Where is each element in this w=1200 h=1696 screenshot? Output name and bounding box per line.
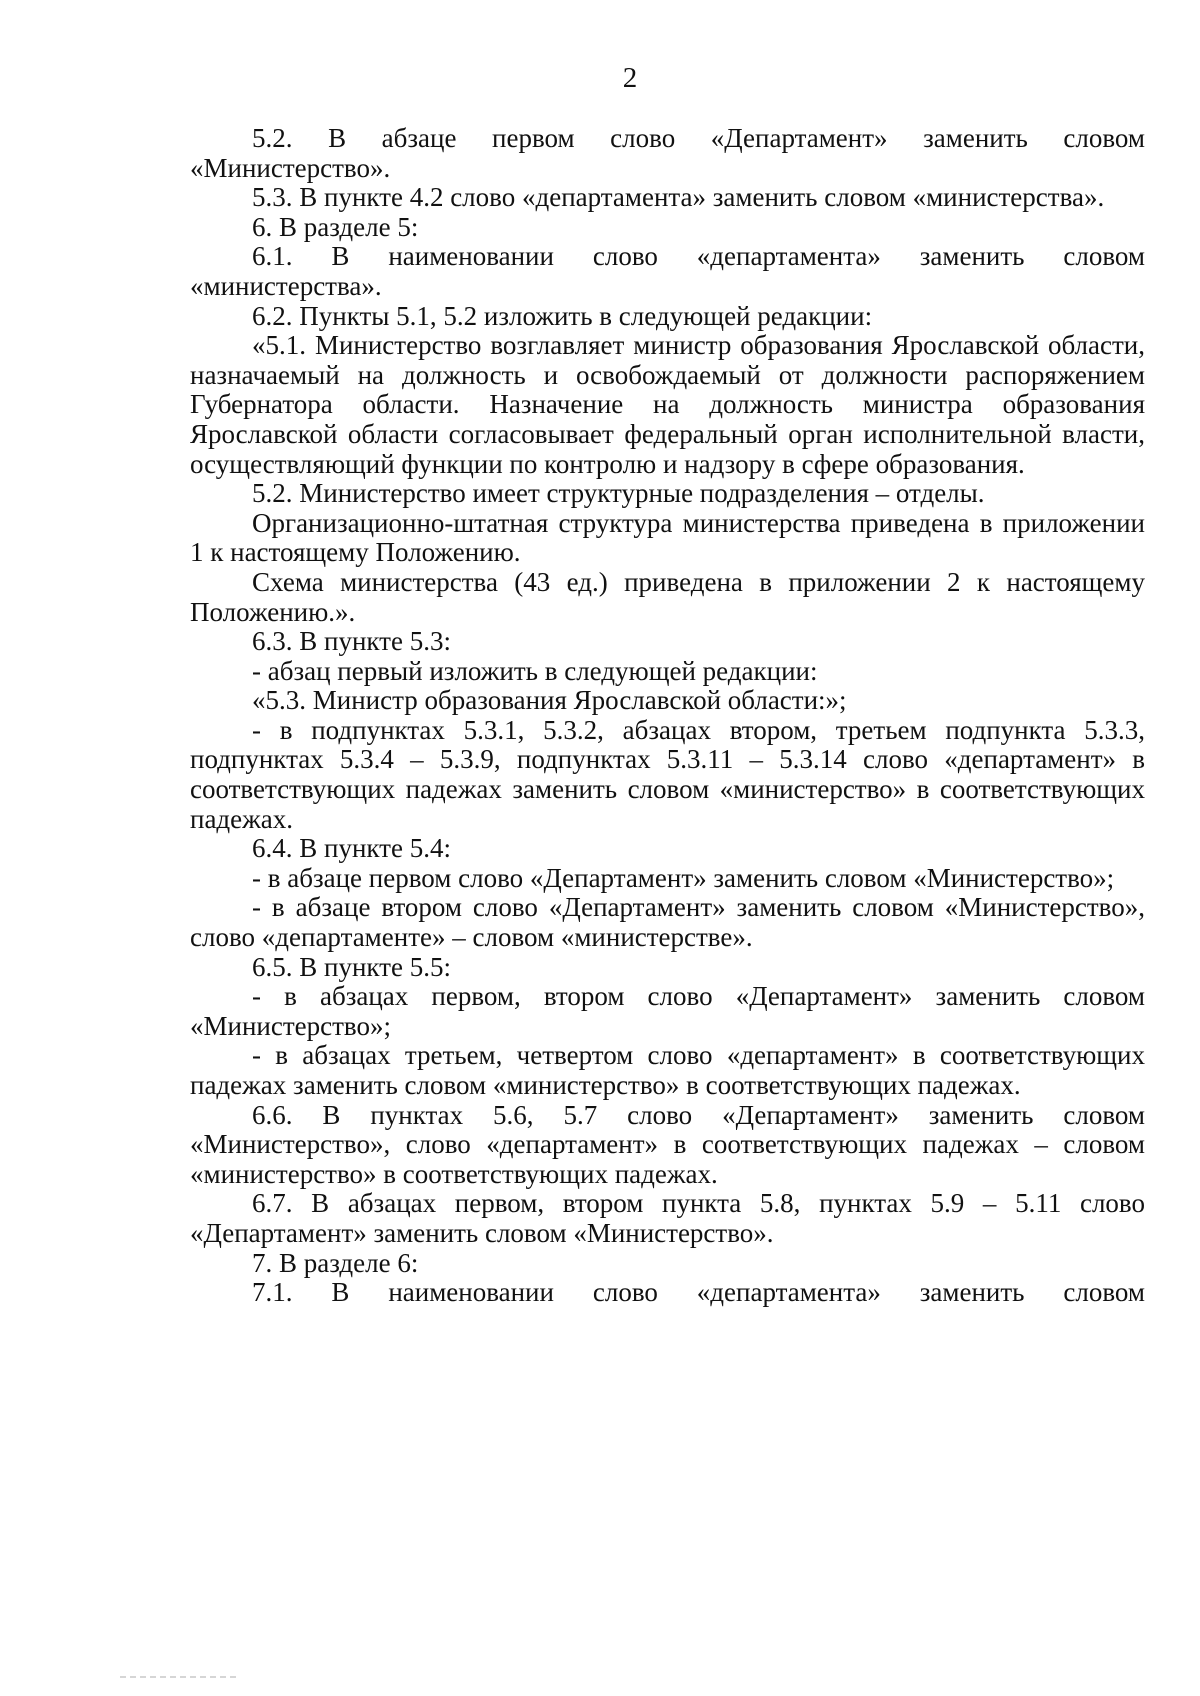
paragraph: Схема министерства (43 ед.) приведена в приложении 2 к настоящему Положению.». [190,566,1145,627]
paragraph: 7. В разделе 6: [252,1247,419,1278]
paragraph: «5.3. Министр образования Ярославской области:»; [252,685,847,716]
paragraph: 6.1. В наименовании слово «департамента» заменить словом «министерства». [190,241,1145,301]
paragraph: «5.1. Министерство возглавляет министр образования Ярославской области, назначаемый на должность и освобождаемый от должности распоряжением Губернатора области. Назначение на должность министра образования Ярославской области согласовывает федеральный орган исполнительной власти, осуществляющий функции по контролю и надзору в сфере образования. [190,330,1145,479]
scan-artifact [120,1676,240,1678]
paragraph: 5.3. В пункте 4.2 слово «департамента» заменить словом «министерства». [252,182,1105,213]
paragraph: - в абзацах третьем, четвертом слово «департамент» в соответствующих падежах заменить словом «министерство» в соответствующих падежах. [190,1040,1145,1100]
paragraph: 5.2. В абзаце первом слово «Департамент» заменить словом «Министерство». [190,123,1145,183]
paragraph: 6.4. В пункте 5.4: [252,833,451,864]
paragraph: Организационно-штатная структура министерства приведена в приложении 1 к настоящему Положению. [190,507,1145,568]
paragraph: - в подпунктах 5.3.1, 5.3.2, абзацах втором, третьем подпункта 5.3.3, подпунктах 5.3.4 – 5.3.9, подпунктах 5.3.11 – 5.3.14 слово «департамент» в соответствующих падежах заменить словом «министерство» в соответствующих падежах. [190,714,1145,834]
paragraph: 6.6. В пунктах 5.6, 5.7 слово «Департамент» заменить словом «Министерство», слово «департамент» в соответствующих падежах – словом «министерство» в соответствующих падежах. [190,1099,1145,1189]
paragraph: 5.2. Министерство имеет структурные подразделения – отделы. [252,478,985,509]
paragraph: - абзац первый изложить в следующей редакции: [252,655,818,686]
paragraph: - в абзаце втором слово «Департамент» заменить словом «Министерство», слово «департаменте» – словом «министерстве». [190,892,1145,953]
paragraph: - в абзацах первом, втором слово «Департамент» заменить словом «Министерство»; [190,981,1145,1041]
paragraph: 7.1. В наименовании слово «департамента» заменить словом [252,1277,1145,1308]
document-body [190,124,1145,1308]
page-number: 2 [622,62,638,94]
paragraph: 6.7. В абзацах первом, втором пункта 5.8, пунктах 5.9 – 5.11 слово «Департамент» заменить словом «Министерство». [190,1188,1145,1248]
paragraph: - в абзаце первом слово «Департамент» заменить словом «Министерство»; [252,862,1115,893]
paragraph: 6.3. В пункте 5.3: [252,626,451,657]
paragraph: 6. В разделе 5: [252,211,419,242]
paragraph: 6.2. Пункты 5.1, 5.2 изложить в следующей редакции: [252,300,873,331]
paragraph: 6.5. В пункте 5.5: [252,951,451,982]
